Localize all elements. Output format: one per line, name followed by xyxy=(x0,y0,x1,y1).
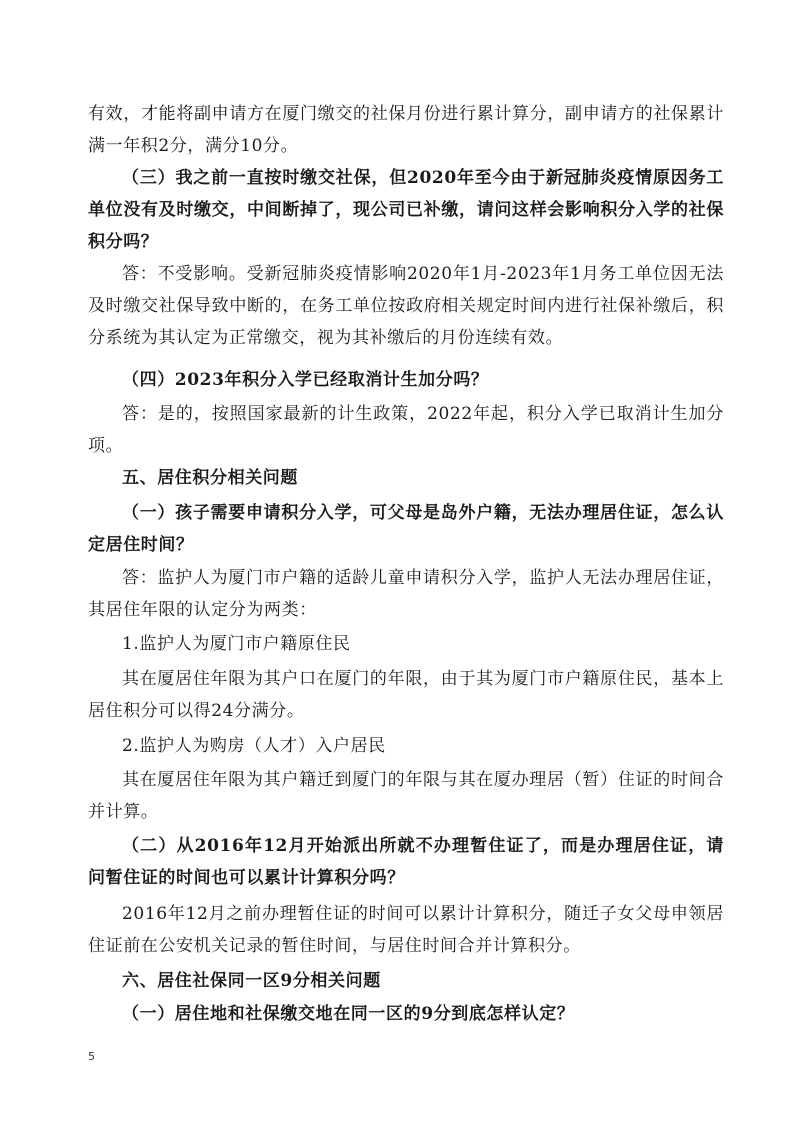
subitem-1-text: 其在厦居住年限为其户口在厦门的年限，由于其为厦门市户籍原住民，基本上居住积分可以得24分满分。 xyxy=(88,669,724,721)
subitem-1-heading: 1.监护人为厦门市户籍原住民 xyxy=(122,634,351,654)
section-5-heading: 五、居住积分相关问题 xyxy=(122,468,298,488)
subitem-2-heading: 2.监护人为购房（人才）入户居民 xyxy=(122,736,386,756)
answer-3: 答：不受影响。受新冠肺炎疫情影响2020年1月-2023年1月务工单位因无法及时缴交社保导致中断的，在务工单位按政府相关规定时间内进行社保补缴后，积分系统为其认定为正常缴交，视为其补缴后的月份连续有效。 xyxy=(88,264,724,348)
section-5-answer-2: 2016年12月之前办理暂住证的时间可以累计计算积分，随迁子女父母申领居住证前在公安机关记录的暂住时间，与居住时间合并计算积分。 xyxy=(88,904,724,956)
paragraph-continued: 有效，才能将副申请方在厦门缴交的社保月份进行累计算分，副申请方的社保累计满一年积2分，满分10分。 xyxy=(88,104,724,156)
answer-4: 答：是的，按照国家最新的计生政策，2022年起，积分入学已取消计生加分项。 xyxy=(88,404,724,456)
section-5-question-1: （一）孩子需要申请积分入学，可父母是岛外户籍，无法办理居住证，怎么认定居住时间？ xyxy=(88,503,724,555)
page-number: 5 xyxy=(88,1050,95,1063)
section-5-answer-1: 答：监护人为厦门市户籍的适龄儿童申请积分入学，监护人无法办理居住证，其居住年限的认定分为两类： xyxy=(88,568,724,620)
section-5-question-2: （二）从2016年12月开始派出所就不办理暂住证了，而是办理居住证，请问暂住证的时间也可以累计计算积分吗？ xyxy=(88,836,724,888)
question-3-heading: （三）我之前一直按时缴交社保，但2020年至今由于新冠肺炎疫情原因务工单位没有及时缴交，中间断掉了，现公司已补缴，请问这样会影响积分入学的社保积分吗？ xyxy=(88,168,724,252)
subitem-2-text: 其在厦居住年限为其户籍迁到厦门的年限与其在厦办理居（暂）住证的时间合并计算。 xyxy=(88,770,724,822)
section-6-heading: 六、居住社保同一区9分相关问题 xyxy=(122,971,381,991)
question-4-heading: （四）2023年积分入学已经取消计生加分吗？ xyxy=(122,370,489,390)
section-6-question-1: （一）居住地和社保缴交地在同一区的9分到底怎样认定？ xyxy=(122,1004,575,1024)
